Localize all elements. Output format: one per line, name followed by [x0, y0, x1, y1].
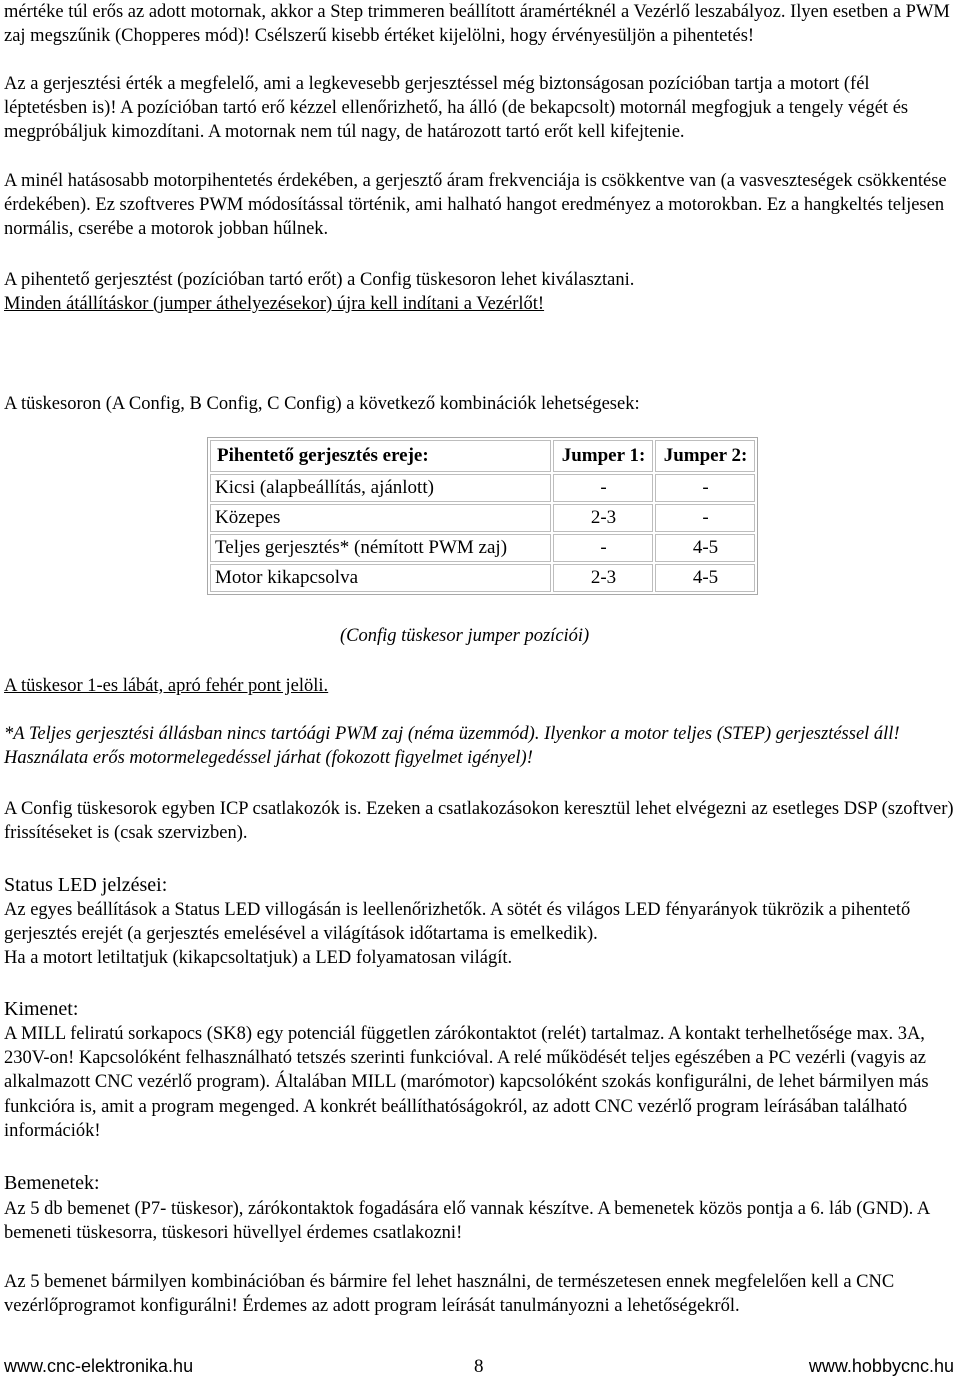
table-row [210, 564, 755, 592]
table-header-row [210, 440, 755, 472]
intro-paragraph-3: A minél hatásosabb motorpihentetés érdekében, a gerjesztő áram frekvenciája is csökkentve van (a vasveszteségek csökkentése érdekében). Ez szoftveres PWM módosítással történik, ami halható hangot eredményez a motorokban. Ez a hangkeltés teljesen normális, cserébe a motorok jobban hűlnek. [4, 171, 947, 240]
status-led-heading: Status LED jelzései: [4, 874, 168, 896]
table-cell: Közepes [210, 504, 551, 532]
header-cell: Jumper 2: [655, 440, 755, 472]
table-row [210, 534, 755, 562]
combinations-intro: A tüskesoron (A Config, B Config, C Config) a következő kombinációk lehetségesek: [4, 394, 640, 414]
status-led-text-2: Ha a motort letiltatjuk (kikapcsoltatjuk) a LED folyamatosan világít. [4, 948, 513, 968]
pin-note: A tüskesor 1-es lábát, apró fehér pont jelöli. [4, 676, 329, 696]
table-cell: Motor kikapcsolva [210, 564, 551, 592]
page-number: 8 [474, 1356, 484, 1377]
jumper-config-table [207, 437, 758, 595]
table-cell: - [655, 504, 755, 532]
table-row [210, 474, 755, 502]
table-cell: - [655, 474, 755, 502]
header-cell: Jumper 1: [553, 440, 653, 472]
output-heading: Kimenet: [4, 998, 79, 1020]
footer-right-url: www.hobbycnc.hu [808, 1356, 954, 1376]
table-cell: 2-3 [553, 564, 653, 592]
output-text: A MILL feliratú sorkapocs (SK8) egy potenciál független zárókontaktot (relét) tartalmaz. A kontakt terhelhetősége max. 3A, 230V-on! Kapcsolóként felhasználható tetszés szerinti funkcióval. A relé működését teljes egészében a PC vezérli (vagyis az alkalmazott CNC vezérlő program). Általában MILL (marómotor) kapcsolóként szokás konfigurálni, de lehet bármilyen más funkcióra is, amit a program megenged. A konkrét beállíthatóságokról, az adott CNC vezérlő program leírásában található információk! [4, 1024, 929, 1141]
inputs-text-2: Az 5 bemenet bármilyen kombinációban és bármire fel lehet használni, de természetesen ennek megfelelően kell a CNC vezérlőprogramot konfigurálni! Érdemes az adott program leírását tanulmányozni a lehetőségekről. [4, 1272, 895, 1317]
footnote: *A Teljes gerjesztési állásban nincs tartóági PWM zaj (néma üzemmód). Ilyenkor a motor teljes (STEP) gerjesztéssel áll! Használata erős motormelegedéssel járhat (fokozott figyelmet igényel)! [4, 724, 900, 769]
table-cell: 2-3 [553, 504, 653, 532]
table-cell: - [553, 534, 653, 562]
inputs-heading: Bemenetek: [4, 1172, 100, 1194]
header-cell: Pihentető gerjesztés ereje: [210, 440, 551, 472]
table-cell: - [553, 474, 653, 502]
inputs-text-1: Az 5 db bemenet (P7- tüskesor), zárókontaktok fogadására elő vannak készítve. A bemenetek közös pontja a 6. láb (GND). A bemeneti tüskesorra, tüskesori hüvellyel érdemes csatlakozni! [4, 1199, 930, 1244]
table-cell: 4-5 [655, 564, 755, 592]
intro-paragraph-1: mértéke túl erős az adott motornak, akkor a Step trimmeren beállított áramértéknél a Vezérlő leszabályoz. Ilyen esetben a PWM zaj megszűnik (Chopperes mód)! Csélszerű kisebb értéket kijelölni, hogy érvényesüljön a pihentetés! [4, 2, 950, 47]
footer-left-url: www.cnc-elektronika.hu [4, 1356, 194, 1376]
table-cell: Kicsi (alapbeállítás, ajánlott) [210, 474, 551, 502]
restart-warning: Minden átállításkor (jumper áthelyezésekor) újra kell indítani a Vezérlőt! [4, 294, 545, 314]
config-note-line: A pihentető gerjesztést (pozícióban tartó erőt) a Config tüskesoron lehet kiválasztani. [4, 270, 635, 290]
table-row [210, 504, 755, 532]
status-led-text: Az egyes beállítások a Status LED villogásán is leellenőrizhetők. A sötét és világos LED fényarányok tükrözik a pihentető gerjesztés erejét (a gerjesztés emelésével a világítások időtartama is emelkedik). [4, 900, 911, 945]
intro-paragraph-2: Az a gerjesztési érték a megfelelő, ami a legkevesebb gerjesztéssel még biztonságosan pozícióban tartja a motort (fél léptetésben is)! A pozícióban tartó erő kézzel ellenőrizhető, ha álló (de bekapcsolt) motornál megfogjuk a tengely végét és megpróbáljuk kimozdítani. A motornak nem túl nagy, de határozott tartó erőt kell kifejtenie. [4, 74, 909, 143]
table-cell: Teljes gerjesztés* (némított PWM zaj) [210, 534, 551, 562]
icp-note: A Config tüskesorok egyben ICP csatlakozók is. Ezeken a csatlakozásokon keresztül lehet elvégezni az esetleges DSP (szoftver) frissítéseket is (csak szervizben). [4, 799, 954, 844]
table-caption: (Config tüskesor jumper pozíciói) [340, 626, 590, 646]
table-cell: 4-5 [655, 534, 755, 562]
